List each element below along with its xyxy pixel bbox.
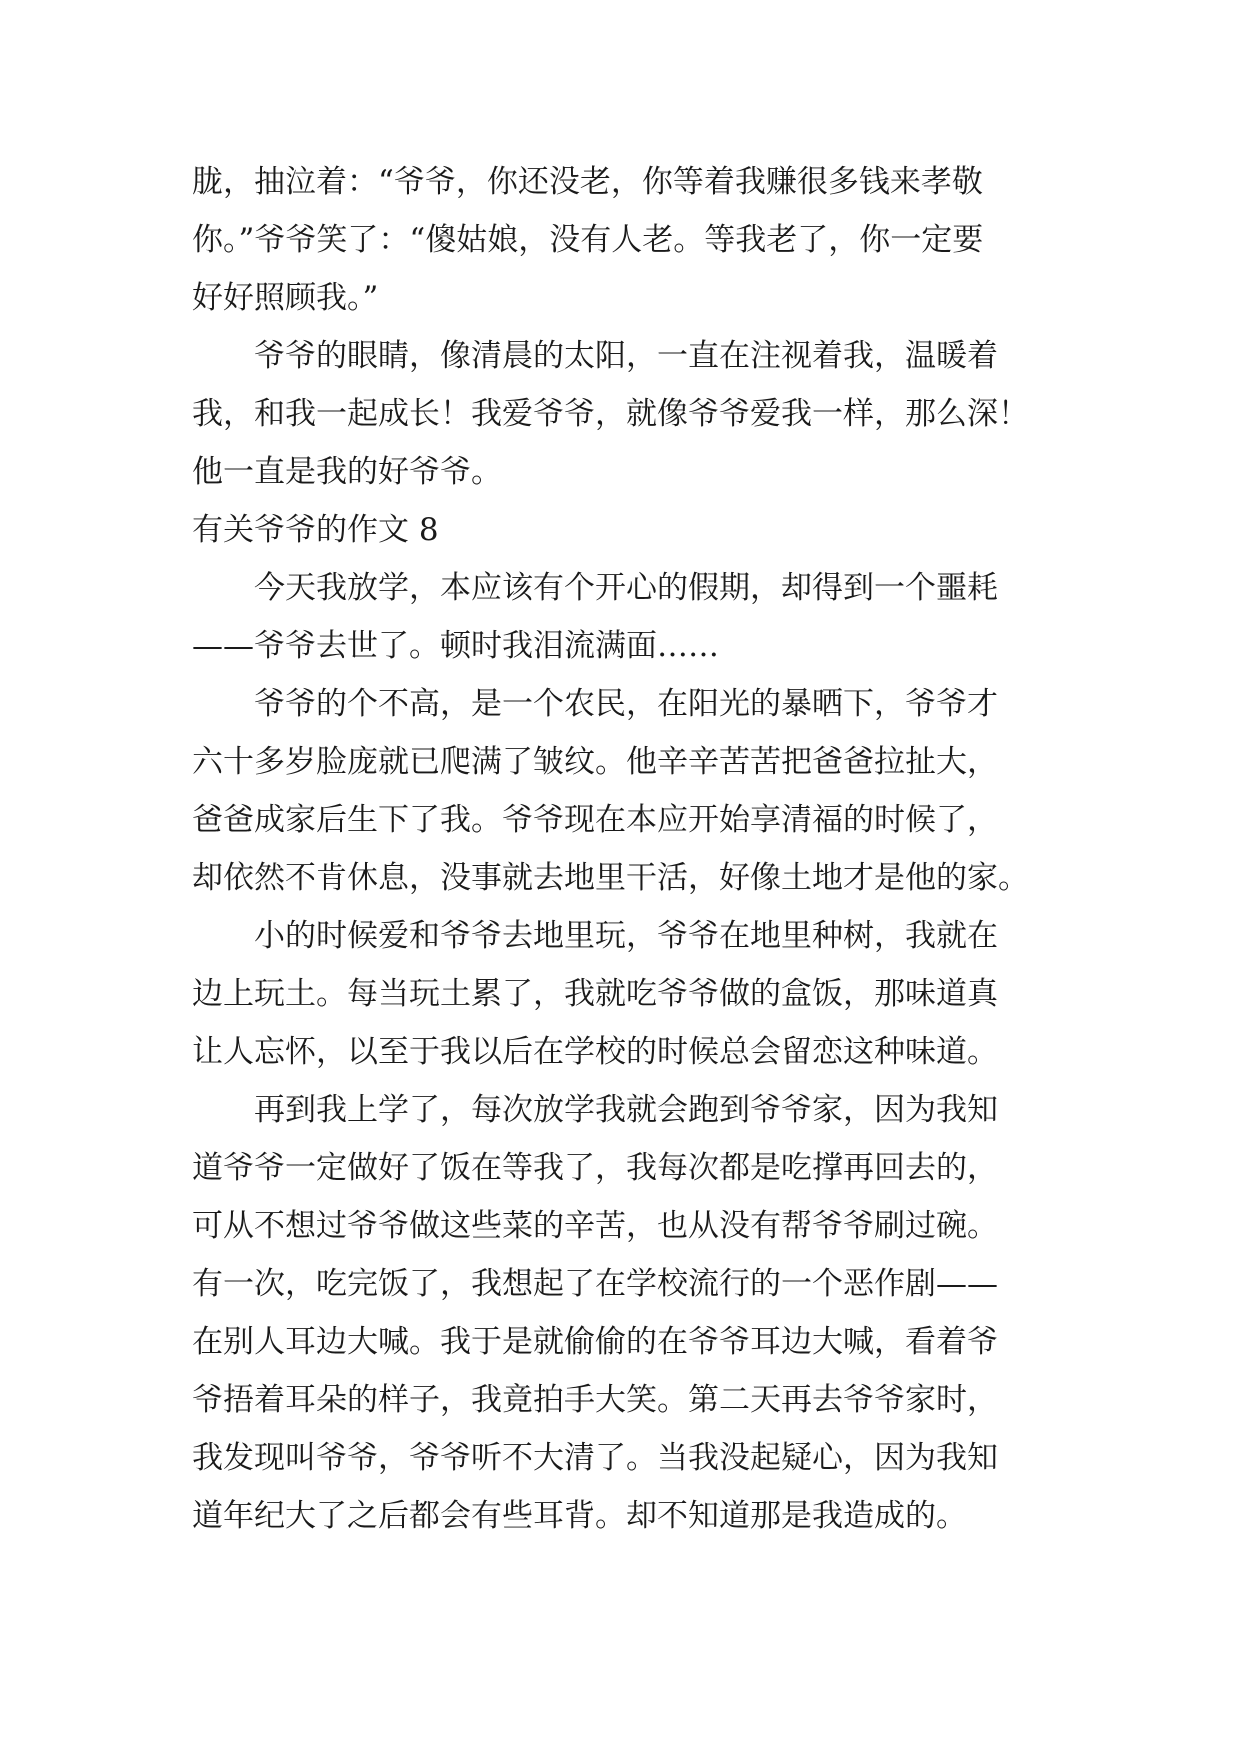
text-line: 小的时候爱和爷爷去地里玩，爷爷在地里种树，我就在	[254, 918, 998, 954]
paragraph	[192, 907, 1052, 1081]
text-line: 我发现叫爷爷，爷爷听不大清了。当我没起疑心，因为我知	[192, 1440, 998, 1476]
text-line: 让人忘怀，以至于我以后在学校的时候总会留恋这种味道。	[192, 1034, 998, 1070]
text-line: 好好照顾我。”	[192, 280, 379, 316]
text-line: 六十多岁脸庞就已爬满了皱纹。他辛辛苦苦把爸爸拉扯大，	[192, 744, 998, 780]
paragraph	[192, 559, 1052, 675]
paragraph	[192, 1081, 1052, 1545]
paragraph-closing	[192, 327, 1052, 501]
text-line: 可从不想过爷爷做这些菜的辛苦，也从没有帮爷爷刷过碗。	[192, 1208, 998, 1244]
text-line: ——爷爷去世了。顿时我泪流满面……	[192, 628, 719, 664]
text-line: 今天我放学，本应该有个开心的假期，却得到一个噩耗	[254, 570, 998, 606]
text-line: 爷捂着耳朵的样子，我竟拍手大笑。第二天再去爷爷家时，	[192, 1382, 998, 1418]
text-line: 道年纪大了之后都会有些耳背。却不知道那是我造成的。	[192, 1498, 967, 1534]
text-line: 爷爷的个不高，是一个农民，在阳光的暴晒下，爷爷才	[254, 686, 998, 722]
text-line: 爷爷的眼睛，像清晨的太阳，一直在注视着我，温暖着	[254, 338, 998, 374]
paragraph-continuation	[192, 153, 1052, 327]
text-line: 再到我上学了，每次放学我就会跑到爷爷家，因为我知	[254, 1092, 998, 1128]
text-line: 却依然不肯休息，没事就去地里干活，好像土地才是他的家。	[192, 860, 1029, 896]
text-line: 爸爸成家后生下了我。爷爷现在本应开始享清福的时候了，	[192, 802, 998, 838]
text-line: 道爷爷一定做好了饭在等我了，我每次都是吃撑再回去的，	[192, 1150, 998, 1186]
text-line: 他一直是我的好爷爷。	[192, 454, 502, 490]
text-line: 胧，抽泣着：“爷爷，你还没老，你等着我赚很多钱来孝敬	[192, 164, 983, 200]
text-line: 有一次，吃完饭了，我想起了在学校流行的一个恶作剧——	[192, 1266, 998, 1302]
text-line: 你。”爷爷笑了：“傻姑娘，没有人老。等我老了，你一定要	[192, 222, 984, 258]
paragraph	[192, 675, 1052, 907]
section-heading: 有关爷爷的作文 8	[192, 512, 439, 548]
text-line: 边上玩土。每当玩土累了，我就吃爷爷做的盒饭，那味道真	[192, 976, 998, 1012]
text-line: 我，和我一起成长！我爱爷爷，就像爷爷爱我一样，那么深！	[192, 396, 1029, 432]
text-line: 在别人耳边大喊。我于是就偷偷的在爷爷耳边大喊，看着爷	[192, 1324, 998, 1360]
document-body	[192, 153, 1052, 1545]
